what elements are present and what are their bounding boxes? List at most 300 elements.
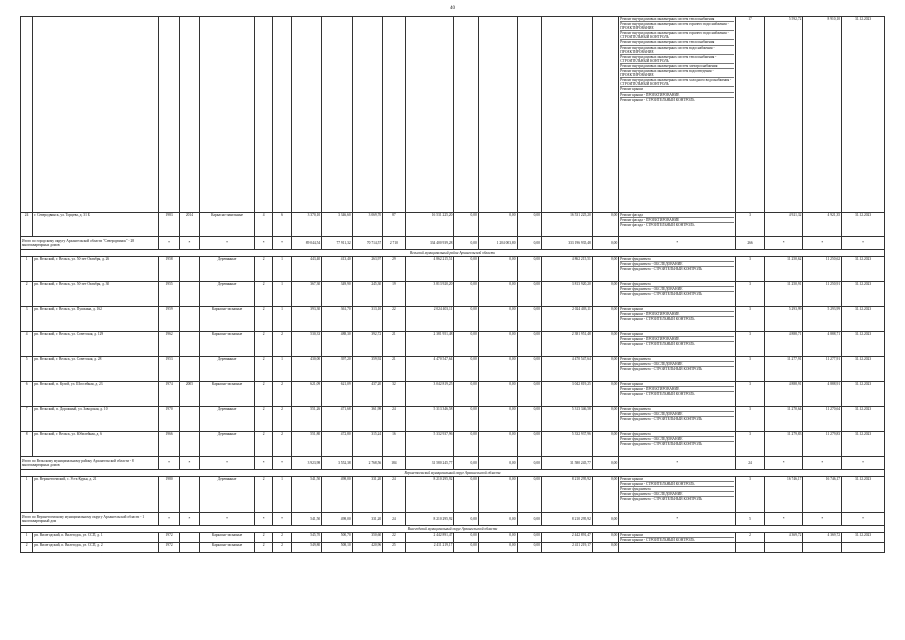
placeholder-star: * (619, 237, 736, 250)
cost-federal: 0,00 (454, 282, 478, 307)
row-number (21, 17, 33, 213)
subtotal-area1: 3 923,98 (291, 457, 322, 470)
work-item: Ремонт крыши (620, 477, 734, 482)
cost-local: 0,00 (517, 307, 541, 332)
work-item: Ремонт фундамента - СТРОИТЕЛЬНЫЙ КОНТРОЛЬ (620, 292, 703, 297)
cost-regional: 0,00 (478, 477, 517, 513)
cost-regional: 0,00 (478, 307, 517, 332)
last-repair-year (179, 332, 199, 357)
completion-date: 31.12.2023 (842, 17, 885, 213)
floors: 2 (255, 543, 273, 553)
work-item: Ремонт фундамента (620, 487, 734, 492)
placeholder-star: * (803, 513, 842, 526)
address-cell: рп. Верхнетоемский, с. Усть-Курья, д. 21 (33, 477, 159, 513)
work-item: Ремонт фундамента - ОБСЛЕДОВАНИЕ (620, 287, 734, 292)
residents: 19 (383, 282, 405, 307)
completion-date: 31.12.2023 (842, 332, 885, 357)
subtotal-row (21, 237, 885, 250)
cost-other: 0,00 (592, 477, 618, 513)
wall-material: Деревянные (200, 432, 255, 457)
cost-federal: 0,00 (454, 477, 478, 513)
cost-other: 0,00 (592, 407, 618, 432)
work-item: Ремонт крыши (620, 87, 734, 92)
cost-federal: 0,00 (454, 407, 478, 432)
work-item: Ремонт внутридомовых инженерных систем теплоснабжения (620, 17, 734, 22)
work-item: Ремонт фундамента - СТРОИТЕЛЬНЫЙ КОНТРОЛЬ (620, 367, 703, 372)
total-cost: 2 024 403,11 (405, 307, 454, 332)
completion-date: 31.12.2023 (842, 307, 885, 332)
residents (383, 17, 405, 213)
section-title: Верхнетоемский муниципальный округ Архангельской области (21, 470, 885, 477)
empty-cell: * (273, 237, 291, 250)
subtotal-label: Итого по городскому округу Архангельской области "Северодвинск" - 28 многоквартирных домов (21, 237, 159, 250)
placeholder-star: * (842, 237, 885, 250)
cost-owners: 4 862 215,51 (541, 257, 592, 282)
work-item: Ремонт фундамента - ОБСЛЕДОВАНИЕ (620, 437, 734, 442)
subtotal-c4: 8 210 295,92 (541, 513, 592, 526)
subtotal-works-count: 5 (736, 513, 764, 526)
work-item: Ремонт фундамента - СТРОИТЕЛЬНЫЙ КОНТРОЛЬ (620, 267, 703, 272)
placeholder-star: * (842, 513, 885, 526)
address-cell (33, 17, 159, 213)
residential-area: 331,20 (352, 477, 383, 513)
total-cost: 3 813 920,20 (405, 282, 454, 307)
last-repair-year (179, 432, 199, 457)
entrances: 1 (273, 357, 291, 382)
table-body (21, 17, 885, 553)
table-row (21, 533, 885, 543)
row-number: 2 (21, 543, 33, 553)
cost-federal: 0,00 (454, 213, 478, 237)
cost-regional: 0,00 (478, 407, 517, 432)
work-item: Ремонт крыши - СТРОИТЕЛЬНЫЙ КОНТРОЛЬ (620, 538, 695, 543)
living-area: 397,20 (322, 357, 353, 382)
build-year (159, 17, 179, 213)
cost-other: 0,00 (592, 533, 618, 543)
work-item: Ремонт фундамента - ОБСЛЕДОВАНИЕ (620, 262, 734, 267)
row-number: 5 (21, 357, 33, 382)
row-number: 3 (21, 307, 33, 332)
works-count: 3 (736, 213, 764, 237)
work-item: Ремонт крыши - СТРОИТЕЛЬНЫЙ КОНТРОЛЬ (620, 392, 695, 397)
entrances: 2 (273, 543, 291, 553)
works-count: 2 (736, 533, 764, 543)
unit-cost: 16 746,17 (764, 477, 803, 513)
work-item: Ремонт крыши - ПРОЕКТИРОВАНИЕ (620, 337, 734, 342)
living-area: 498,00 (322, 477, 353, 513)
cost-local: 0,00 (517, 213, 541, 237)
total-cost: 2 381 951,48 (405, 332, 454, 357)
cost-other: 0,00 (592, 257, 618, 282)
cost-local: 0,00 (517, 257, 541, 282)
subtotal-c1: 0,00 (454, 513, 478, 526)
build-year: 1972 (159, 533, 179, 543)
total-cost: 4 862 215,51 (405, 257, 454, 282)
page-number: 40 (450, 6, 455, 11)
empty-cell: * (179, 513, 199, 526)
residents: 24 (383, 477, 405, 513)
cost-regional: 0,00 (478, 382, 517, 407)
subtotal-c5: 0,00 (592, 457, 618, 470)
table-row (21, 282, 885, 307)
cost-other: 0,00 (592, 382, 618, 407)
residential-area: 392,72 (352, 332, 383, 357)
cost-local: 0,00 (517, 357, 541, 382)
subtotal-area2: 3 552,38 (322, 457, 353, 470)
total-area: 551,80 (291, 432, 322, 457)
cost-federal: 0,00 (454, 257, 478, 282)
empty-cell: * (159, 513, 179, 526)
last-repair-year (179, 282, 199, 307)
work-item: Ремонт внутридомовых инженерных систем горячего водоснабжения - ПРОЕКТИРОВАНИЕ (620, 22, 734, 31)
cost-owners (541, 17, 592, 213)
placeholder-star: * (764, 237, 803, 250)
work-item: Ремонт крыши - СТРОИТЕЛЬНЫЙ КОНТРОЛЬ (620, 317, 695, 322)
cost-limit: 11 270,64 (803, 407, 842, 432)
cost-local: 0,00 (517, 477, 541, 513)
placeholder-star: * (803, 237, 842, 250)
cost-limit: 4 369,72 (803, 533, 842, 543)
residents: 24 (383, 407, 405, 432)
living-area (322, 17, 353, 213)
entrances: 2 (273, 407, 291, 432)
last-repair-year (179, 533, 199, 543)
table-row (21, 357, 885, 382)
residential-area: 420,96 (352, 543, 383, 553)
cost-federal: 0,00 (454, 533, 478, 543)
subtotal-people: 24 (383, 513, 405, 526)
build-year: 1958 (159, 257, 179, 282)
entrances: 2 (273, 533, 291, 543)
entrances: 6 (273, 213, 291, 237)
cost-other: 0,00 (592, 282, 618, 307)
works-list (619, 282, 736, 307)
subtotal-label: Итого по Вельскому муниципальному району Архангельской области - 8 многоквартирных домов (21, 457, 159, 470)
placeholder-star: * (803, 457, 842, 470)
build-year: 1974 (159, 382, 179, 407)
work-item: Ремонт фундамента - СТРОИТЕЛЬНЫЙ КОНТРОЛЬ (620, 497, 703, 502)
unit-cost: 11 250,91 (764, 282, 803, 307)
residential-area: 245,30 (352, 282, 383, 307)
wall-material: Каркасно-засыпные (200, 332, 255, 357)
subtotal-area3: 331,20 (352, 513, 383, 526)
cost-federal: 0,00 (454, 357, 478, 382)
placeholder-star: * (619, 513, 736, 526)
residents: 22 (383, 533, 405, 543)
wall-material: Каркасно-панельные (200, 213, 255, 237)
work-item: Ремонт внутридомовых инженерных систем водоотведения - ПРОЕКТИРОВАНИЕ (620, 69, 734, 78)
work-item: Ремонт фасада - ПРОЕКТИРОВАНИЕ (620, 218, 734, 223)
last-repair-year (179, 17, 199, 213)
cost-limit: 5 293,99 (803, 307, 842, 332)
placeholder-star: * (764, 457, 803, 470)
completion-date: 31.12.2023 (842, 257, 885, 282)
total-cost: 4 470 547,64 (405, 357, 454, 382)
cost-local: 0,00 (517, 407, 541, 432)
subtotal-area3: 2 768,56 (352, 457, 383, 470)
floors: 2 (255, 432, 273, 457)
work-item: Ремонт внутридомовых инженерных систем теплоснабжения - СТРОИТЕЛЬНЫЙ КОНТРОЛЬ (620, 55, 734, 64)
completion-date: 31.12.2023 (842, 477, 885, 513)
entrances (273, 17, 291, 213)
unit-cost: 11 270,64 (764, 407, 803, 432)
cost-federal: 0,00 (454, 382, 478, 407)
cost-regional (478, 17, 517, 213)
cost-regional: 0,00 (478, 257, 517, 282)
subtotal-c1: 0,00 (454, 457, 478, 470)
residential-area (352, 17, 383, 213)
completion-date: 31.12.2023 (842, 282, 885, 307)
work-item: Ремонт крыши - ПРОЕКТИРОВАНИЕ (620, 312, 734, 317)
works-count: 3 (736, 382, 764, 407)
section-title: Вельский муниципальный район Архангельской области (21, 250, 885, 257)
subtotal-c1: 0,00 (454, 237, 478, 250)
cost-federal: 0,00 (454, 307, 478, 332)
entrances: 1 (273, 282, 291, 307)
cost-local: 0,00 (517, 543, 541, 553)
works-list (619, 477, 736, 513)
total-area: 443,40 (291, 257, 322, 282)
cost-federal: 0,00 (454, 543, 478, 553)
wall-material: Каркасно-засыпные (200, 382, 255, 407)
empty-cell: * (179, 457, 199, 470)
work-item: Ремонт крыши - СТРОИТЕЛЬНЫЙ КОНТРОЛЬ (620, 97, 695, 102)
address-cell: рп. Вельский, п. Кулой, ул. Шоссейная, д. 23 (33, 382, 159, 407)
completion-date: 31.12.2023 (842, 432, 885, 457)
table-row (21, 332, 885, 357)
floors: 2 (255, 332, 273, 357)
work-item: Ремонт внутридомовых инженерных систем электроснабжения (620, 64, 734, 69)
works-list (619, 432, 736, 457)
build-year: 1966 (159, 432, 179, 457)
entrances: 1 (273, 257, 291, 282)
work-item: Ремонт крыши (620, 533, 734, 538)
residents: 25 (383, 543, 405, 553)
completion-date: 31.12.2023 (842, 407, 885, 432)
cost-limit: 11 279,83 (803, 432, 842, 457)
work-item: Ремонт фундамента (620, 407, 734, 412)
address-cell: рп. Вилегодский, п. Вилегодск, ул. ССП, д. 2 (33, 543, 159, 553)
table-row (21, 257, 885, 282)
capital-repair-table (20, 16, 885, 553)
address-cell: рп. Вельский, г. Вельск, ул. Пушкина, д. 162 (33, 307, 159, 332)
wall-material: Деревянные (200, 282, 255, 307)
residents: 21 (383, 357, 405, 382)
section-header-row (21, 470, 885, 477)
empty-cell: * (200, 513, 255, 526)
cost-limit: 4 888,91 (803, 382, 842, 407)
floors: 2 (255, 307, 273, 332)
floors: 2 (255, 257, 273, 282)
residential-area: 263,97 (352, 257, 383, 282)
row-number: 2 (21, 282, 33, 307)
residents: 29 (383, 257, 405, 282)
subtotal-c5: 0,00 (592, 237, 618, 250)
address-cell: рп. Вельский, г. Вельск, ул. 50-лет Октября, д. 30 (33, 282, 159, 307)
wall-material: Деревянные (200, 357, 255, 382)
cost-limit: 16 746,17 (803, 477, 842, 513)
total-cost (405, 17, 454, 213)
cost-limit: 11 250,62 (803, 257, 842, 282)
empty-cell: * (179, 237, 199, 250)
total-cost: 8 210 295,92 (405, 477, 454, 513)
cost-local: 0,00 (517, 382, 541, 407)
entrances: 1 (273, 477, 291, 513)
unit-cost: 4 888,71 (764, 332, 803, 357)
residents: 22 (383, 307, 405, 332)
total-area: 393,30 (291, 307, 322, 332)
work-item: Ремонт крыши (620, 307, 734, 312)
work-item: Ремонт внутридомовых инженерных систем теплоснабжения (620, 40, 734, 45)
wall-material (200, 17, 255, 213)
work-item: Ремонт внутридомовых инженерных систем водоснабжения - ПРОЕКТИРОВАНИЕ (620, 46, 734, 55)
works-list (619, 533, 736, 543)
works-count: 3 (736, 407, 764, 432)
floors (255, 17, 273, 213)
cost-regional: 0,00 (478, 543, 517, 553)
last-repair-year (179, 407, 199, 432)
cost-federal (454, 17, 478, 213)
table-row (21, 307, 885, 332)
cost-owners: 8 210 295,92 (541, 477, 592, 513)
cost-other (592, 17, 618, 213)
works-list (619, 257, 736, 282)
table-row (21, 382, 885, 407)
build-year: 1972 (159, 543, 179, 553)
entrances: 1 (273, 307, 291, 332)
works-count: 3 (736, 357, 764, 382)
work-item: Ремонт фундамента (620, 432, 734, 437)
row-number: 7 (21, 407, 33, 432)
subtotal-c3: 0,00 (517, 457, 541, 470)
row-number: 24 (21, 213, 33, 237)
work-item: Ремонт фасада - СТРОИТЕЛЬНЫЙ КОНТРОЛЬ (620, 223, 695, 228)
cost-regional: 0,00 (478, 332, 517, 357)
living-area: 621,09 (322, 382, 353, 407)
cost-other: 0,00 (592, 543, 618, 553)
wall-material: Деревянные (200, 257, 255, 282)
total-area: 3 370,10 (291, 213, 322, 237)
residential-area: 361,98 (352, 407, 383, 432)
cost-federal: 0,00 (454, 332, 478, 357)
work-item: Ремонт крыши (620, 332, 734, 337)
subtotal-cost_total: 334 400 939,28 (405, 237, 454, 250)
work-item: Ремонт фасада (620, 213, 734, 218)
build-year: 1962 (159, 332, 179, 357)
living-area: 471,68 (322, 407, 353, 432)
cost-other: 0,00 (592, 213, 618, 237)
completion-date (842, 543, 885, 553)
wall-material: Деревянные (200, 477, 255, 513)
total-area: 430,00 (291, 357, 322, 382)
build-year: 1959 (159, 307, 179, 332)
cost-owners: 2 024 403,11 (541, 307, 592, 332)
empty-cell: * (159, 457, 179, 470)
unit-cost (764, 543, 803, 553)
address-cell: рп. Вилегодский, п. Вилегодск, ул. ССП, д. 1 (33, 533, 159, 543)
table-row (21, 17, 885, 213)
build-year: 1980 (159, 477, 179, 513)
subtotal-area1: 541,50 (291, 513, 322, 526)
wall-material: Каркасно-засыпные (200, 533, 255, 543)
work-item: Ремонт фундамента (620, 357, 734, 362)
cost-local: 0,00 (517, 282, 541, 307)
last-repair-year (179, 257, 199, 282)
cost-owners: 5 313 346,58 (541, 407, 592, 432)
total-cost: 5 332 937,96 (405, 432, 454, 457)
work-item: Ремонт фундамента - ОБСЛЕДОВАНИЕ (620, 362, 734, 367)
subtotal-cost_total: 8 210 295,92 (405, 513, 454, 526)
empty-cell: * (159, 237, 179, 250)
address-cell: г. Северодвинск, ул. Торцева, д. 31 Б (33, 213, 159, 237)
table-row (21, 213, 885, 237)
unit-cost: 5 293,99 (764, 307, 803, 332)
total-cost: 16 531 225,20 (405, 213, 454, 237)
cost-owners: 5 332 937,96 (541, 432, 592, 457)
work-item: Ремонт фундамента - ОБСЛЕДОВАНИЕ (620, 492, 734, 497)
cost-limit: 4 921,35 (803, 213, 842, 237)
work-item: Ремонт фундамента (620, 257, 734, 262)
wall-material: Деревянные (200, 407, 255, 432)
build-year: 1953 (159, 357, 179, 382)
residential-area: 359,92 (352, 357, 383, 382)
subtotal-cost_total: 31 580 245,77 (405, 457, 454, 470)
works-count: 3 (736, 307, 764, 332)
works-list (619, 357, 736, 382)
subtotal-c4: 333 196 935,48 (541, 237, 592, 250)
total-area: 551,26 (291, 407, 322, 432)
cost-limit (803, 543, 842, 553)
living-area: 413,40 (322, 257, 353, 282)
floors: 2 (255, 407, 273, 432)
address-cell: рп. Вельский, п. Дорожный, ул. Заводская, д. 10 (33, 407, 159, 432)
works-count (736, 543, 764, 553)
cost-other: 0,00 (592, 332, 618, 357)
unit-cost: 5 592,72 (764, 17, 803, 213)
address-cell: рп. Вельский, г. Вельск, ул. Юбилейная, д. 6 (33, 432, 159, 457)
works-list (619, 307, 736, 332)
living-area: 500,70 (322, 533, 353, 543)
residents: 16 (383, 432, 405, 457)
total-area: 545,70 (291, 533, 322, 543)
row-number: 6 (21, 382, 33, 407)
work-item: Ремонт фундамента - СТРОИТЕЛЬНЫЙ КОНТРОЛЬ (620, 417, 703, 422)
works-count: 3 (736, 257, 764, 282)
cost-regional: 0,00 (478, 213, 517, 237)
cost-owners: 2 381 951,48 (541, 332, 592, 357)
unit-cost: 4 921,32 (764, 213, 803, 237)
floors: 4 (255, 213, 273, 237)
living-area: 3 346,60 (322, 213, 353, 237)
table-row (21, 432, 885, 457)
residents: 32 (383, 382, 405, 407)
row-number: 4 (21, 332, 33, 357)
empty-cell: * (255, 237, 273, 250)
build-year: 1955 (159, 282, 179, 307)
subtotal-c4: 31 580 245,77 (541, 457, 592, 470)
table-row (21, 407, 885, 432)
subtotal-people: 184 (383, 457, 405, 470)
subtotal-c3: 0,00 (517, 237, 541, 250)
total-cost: 5 313 346,58 (405, 407, 454, 432)
completion-date: 31.12.2023 (842, 213, 885, 237)
living-area: 488,30 (322, 332, 353, 357)
subtotal-area3: 70 714,57 (352, 237, 383, 250)
work-item: Ремонт крыши (620, 382, 734, 387)
subtotal-works-count: 24 (736, 457, 764, 470)
subtotal-people: 2 710 (383, 237, 405, 250)
cost-other: 0,00 (592, 357, 618, 382)
